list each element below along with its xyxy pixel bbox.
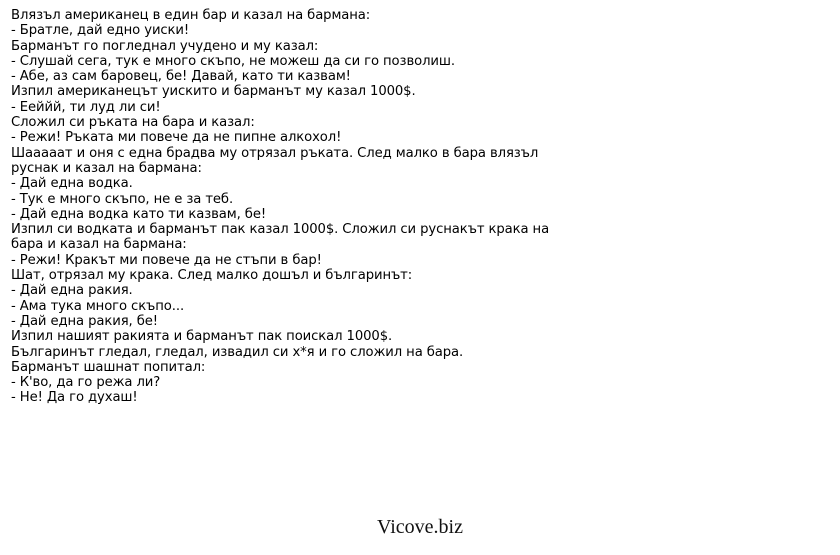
joke-line: Българинът гледал, гледал, извадил си х*я и го сложил на бара. [11, 344, 464, 360]
joke-line: Изпил американецът уискито и барманът му казал 1000$. [11, 84, 416, 100]
joke-line: - Слушай сега, тук е много скъпо, не можеш да си го позволиш. [11, 53, 455, 69]
joke-line: Изпил нашият ракията и барманът пак поискал 1000$. [11, 329, 393, 345]
joke-line: Сложил си ръката на бара и казал: [11, 115, 255, 131]
joke-line: бара и казал на бармана: [11, 237, 187, 253]
joke-line: Изпил си водката и барманът пак казал 1000$. Сложил си руснакът крака на [11, 222, 550, 238]
joke-line: - Дай една водка. [11, 176, 133, 192]
joke-line: Шат, отрязал му крака. След малко дошъл и българинът: [11, 268, 413, 284]
joke-line: - Абе, аз сам баровец, бе! Давай, като ти казвам! [11, 69, 351, 85]
site-watermark: Vicove.biz [377, 516, 463, 538]
joke-line: - Тук е много скъпо, не е за теб. [11, 191, 234, 207]
joke-line: - Ееййй, ти луд ли си! [11, 99, 161, 115]
joke-line: - К'во, да го режа ли? [11, 375, 161, 391]
joke-line: - Режи! Ръката ми повече да не пипне алкохол! [11, 130, 342, 146]
joke-line: - Дай една водка като ти казвам, бе! [11, 206, 267, 222]
joke-line: - Ама тука много скъпо... [11, 298, 185, 314]
joke-line: - Братле, дай едно уиски! [11, 23, 190, 39]
joke-text [11, 8, 831, 406]
joke-line: - Дай една ракия. [11, 283, 133, 299]
joke-line: Барманът шашнат попитал: [11, 359, 206, 375]
joke-line: Шааааат и оня с една брадва му отрязал ръката. След малко в бара влязъл [11, 145, 539, 161]
joke-line: руснак и казал на бармана: [11, 160, 202, 176]
joke-line: - Режи! Кракът ми повече да не стъпи в бар! [11, 252, 322, 268]
joke-line: - Дай една ракия, бе! [11, 313, 158, 329]
joke-line: - Не! Да го духаш! [11, 390, 138, 406]
joke-line: Барманът го погледнал учудено и му казал: [11, 38, 319, 54]
joke-line: Влязъл американец в един бар и казал на бармана: [11, 8, 371, 23]
